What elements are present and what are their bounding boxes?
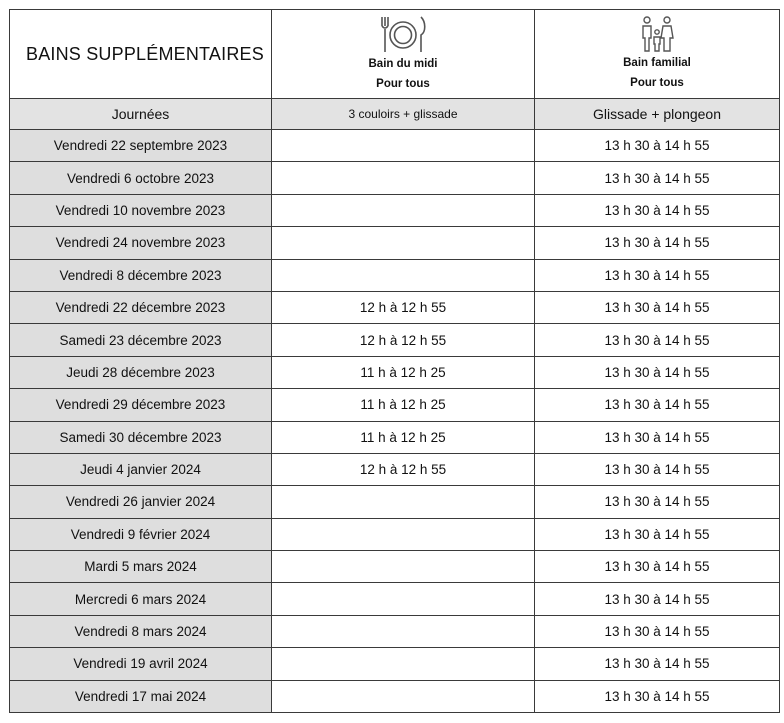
family-icon [637, 15, 677, 53]
bain-familial-cell: 13 h 30 à 14 h 55 [535, 356, 780, 388]
table-row [10, 324, 780, 356]
table-row [10, 162, 780, 194]
table-row [10, 648, 780, 680]
day-cell: Samedi 23 décembre 2023 [10, 324, 272, 356]
bain-familial-cell: 13 h 30 à 14 h 55 [535, 518, 780, 550]
bain-familial-cell: 13 h 30 à 14 h 55 [535, 291, 780, 323]
bain-midi-cell [272, 583, 535, 615]
bain-midi-title: Bain du midi [368, 58, 438, 70]
bain-familial-cell: 13 h 30 à 14 h 55 [535, 324, 780, 356]
bain-midi-cell: 11 h à 12 h 25 [272, 356, 535, 388]
table-row [10, 291, 780, 323]
bain-midi-audience: Pour tous [376, 78, 430, 90]
bain-midi-cell: 12 h à 12 h 55 [272, 324, 535, 356]
day-cell: Vendredi 8 décembre 2023 [10, 259, 272, 291]
bain-familial-cell: 13 h 30 à 14 h 55 [535, 130, 780, 162]
day-cell: Vendredi 24 novembre 2023 [10, 227, 272, 259]
subheader-bain-familial: Glissade + plongeon [535, 99, 780, 130]
bain-familial-cell: 13 h 30 à 14 h 55 [535, 680, 780, 712]
day-cell: Vendredi 10 novembre 2023 [10, 194, 272, 226]
day-cell: Mardi 5 mars 2024 [10, 551, 272, 583]
day-cell: Vendredi 17 mai 2024 [10, 680, 272, 712]
bain-familial-cell: 13 h 30 à 14 h 55 [535, 259, 780, 291]
table-row [10, 389, 780, 421]
bain-midi-cell [272, 615, 535, 647]
bain-familial-cell: 13 h 30 à 14 h 55 [535, 227, 780, 259]
table-row [10, 259, 780, 291]
day-cell: Jeudi 4 janvier 2024 [10, 453, 272, 485]
bain-familial-audience: Pour tous [630, 77, 684, 89]
table-row [10, 453, 780, 485]
bain-midi-cell [272, 648, 535, 680]
bain-midi-cell: 12 h à 12 h 55 [272, 291, 535, 323]
day-cell: Vendredi 22 décembre 2023 [10, 291, 272, 323]
day-cell: Vendredi 22 septembre 2023 [10, 130, 272, 162]
table-row [10, 227, 780, 259]
bain-familial-cell: 13 h 30 à 14 h 55 [535, 551, 780, 583]
bain-midi-cell: 11 h à 12 h 25 [272, 389, 535, 421]
day-cell: Vendredi 8 mars 2024 [10, 615, 272, 647]
subheader-row [10, 99, 780, 130]
bain-familial-cell: 13 h 30 à 14 h 55 [535, 615, 780, 647]
bain-familial-cell: 13 h 30 à 14 h 55 [535, 194, 780, 226]
header-bain-familial [535, 10, 780, 99]
subheader-bain-midi: 3 couloirs + glissade [272, 99, 535, 130]
bain-midi-cell: 11 h à 12 h 25 [272, 421, 535, 453]
bain-familial-title: Bain familial [623, 57, 691, 69]
bain-midi-cell [272, 486, 535, 518]
bain-midi-cell [272, 518, 535, 550]
table-row [10, 615, 780, 647]
table-row [10, 421, 780, 453]
bain-midi-cell [272, 551, 535, 583]
table-row [10, 486, 780, 518]
table-row [10, 583, 780, 615]
bain-midi-cell [272, 194, 535, 226]
day-cell: Vendredi 6 octobre 2023 [10, 162, 272, 194]
day-cell: Vendredi 9 février 2024 [10, 518, 272, 550]
bain-midi-cell [272, 680, 535, 712]
table-row [10, 551, 780, 583]
bain-midi-cell [272, 130, 535, 162]
table-row [10, 356, 780, 388]
bain-familial-cell: 13 h 30 à 14 h 55 [535, 421, 780, 453]
bain-familial-cell: 13 h 30 à 14 h 55 [535, 583, 780, 615]
day-cell: Vendredi 19 avril 2024 [10, 648, 272, 680]
bain-familial-cell: 13 h 30 à 14 h 55 [535, 162, 780, 194]
bain-midi-cell [272, 162, 535, 194]
header-row [10, 10, 780, 99]
table-row [10, 680, 780, 712]
table-row [10, 130, 780, 162]
day-cell: Vendredi 29 décembre 2023 [10, 389, 272, 421]
day-cell: Vendredi 26 janvier 2024 [10, 486, 272, 518]
day-cell: Mercredi 6 mars 2024 [10, 583, 272, 615]
day-cell: Jeudi 28 décembre 2023 [10, 356, 272, 388]
bain-familial-cell: 13 h 30 à 14 h 55 [535, 486, 780, 518]
table-row [10, 518, 780, 550]
bain-midi-cell: 12 h à 12 h 55 [272, 453, 535, 485]
schedule-table [9, 9, 780, 713]
bain-familial-cell: 13 h 30 à 14 h 55 [535, 453, 780, 485]
day-cell: Samedi 30 décembre 2023 [10, 421, 272, 453]
plate-cutlery-icon [376, 14, 430, 54]
subheader-journees: Journées [10, 99, 272, 130]
table-row [10, 194, 780, 226]
header-bain-midi [272, 10, 535, 99]
bain-midi-cell [272, 259, 535, 291]
table-title: BAINS SUPPLÉMENTAIRES [10, 10, 272, 99]
bain-familial-cell: 13 h 30 à 14 h 55 [535, 648, 780, 680]
bain-familial-cell: 13 h 30 à 14 h 55 [535, 389, 780, 421]
bain-midi-cell [272, 227, 535, 259]
